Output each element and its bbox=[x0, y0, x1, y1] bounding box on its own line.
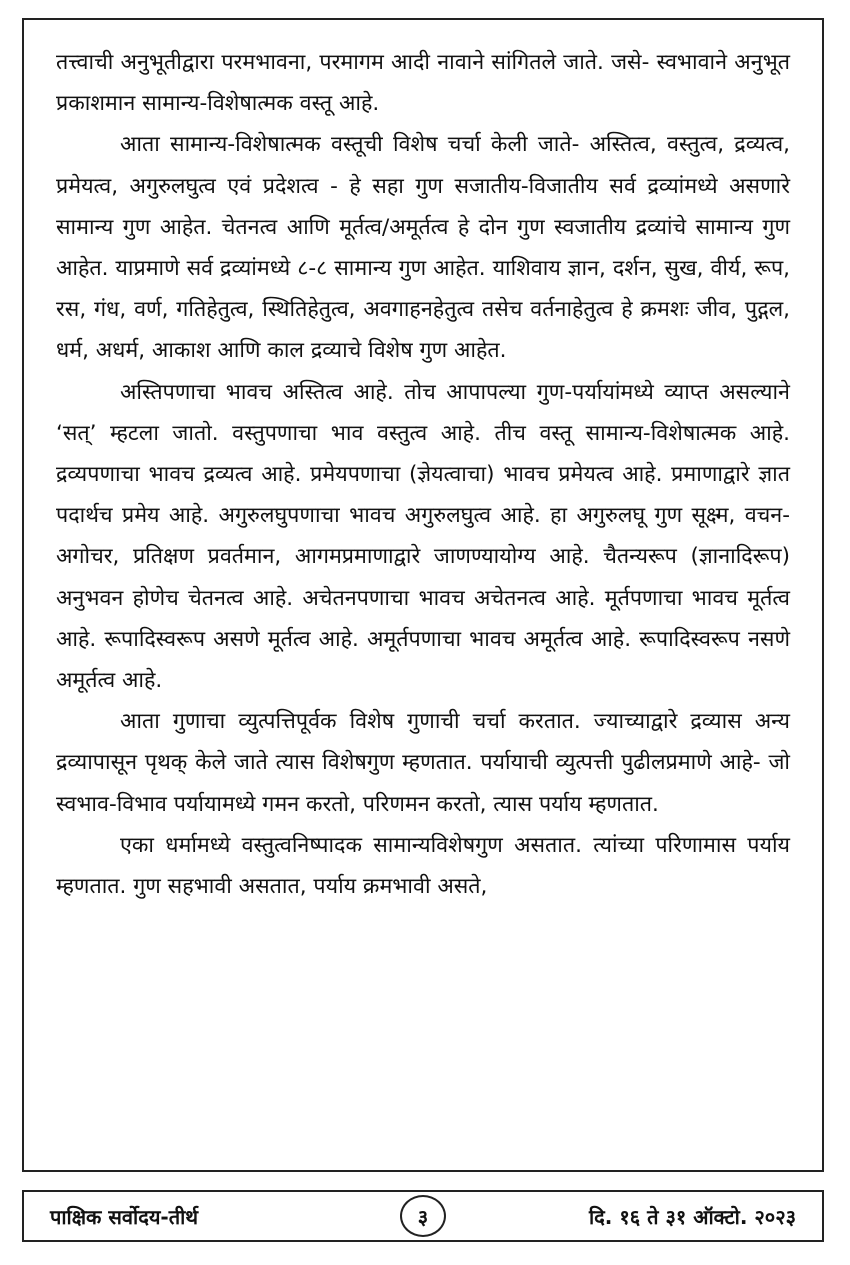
page-footer bbox=[22, 1190, 824, 1242]
paragraph-5: एका धर्मामध्ये वस्तुत्वनिष्पादक सामान्यविशेषगुण असतात. त्यांच्या परिणामास पर्याय म्हणतात. गुण सहभावी असतात, पर्याय क्रमभावी असते, bbox=[56, 832, 790, 900]
issue-date: दि. १६ ते ३१ ऑक्टो. २०२३ bbox=[588, 1204, 796, 1229]
main-text-frame bbox=[22, 18, 824, 1172]
paragraph-2: आता सामान्य-विशेषात्मक वस्तूची विशेष चर्चा केली जाते- अस्तित्व, वस्तुत्व, द्रव्यत्व, प्रमेयत्व, अगुरुलघुत्व एवं प्रदेशत्व - हे सहा गुण सजातीय-विजातीय सर्व द्रव्यांमध्ये असणारे सामान्य गुण आहेत. चेतनत्व आणि मूर्तत्व/अमूर्तत्व हे दोन गुण स्वजातीय द्रव्यांचे सामान्य गुण आहेत. याप्रमाणे सर्व द्रव्यांमध्ये ८-८ सामान्य गुण आहेत. याशिवाय ज्ञान, दर्शन, सुख, वीर्य, रूप, रस, गंध, वर्ण, गतिहेतुत्व, स्थितिहेतुत्व, अवगाहनहेतुत्व तसेच वर्तनाहेतुत्व हे क्रमशः जीव, पुद्गल, धर्म, अधर्म, आकाश आणि काल द्रव्याचे विशेष गुण आहेत. bbox=[56, 132, 790, 364]
paragraph-1: तत्त्वाची अनुभूतीद्वारा परमभावना, परमागम आदी नावाने सांगितले जाते. जसे- स्वभावाने अनुभूत प्रकाशमान सामान्य-विशेषात्मक वस्तू आहे. bbox=[56, 50, 790, 117]
page-number-badge: ३ bbox=[400, 1195, 446, 1237]
paragraph-4: आता गुणाचा व्युत्पत्तिपूर्वक विशेष गुणाची चर्चा करतात. ज्याच्याद्वारे द्रव्यास अन्य द्रव्यापासून पृथक् केले जाते त्यास विशेषगुण म्हणतात. पर्यायाची व्युत्पत्ती पुढीलप्रमाणे आहे- जो स्वभाव-विभाव पर्यायामध्ये गमन करतो, परिणमन करतो, त्यास पर्याय म्हणतात. bbox=[56, 709, 790, 817]
publication-name: पाक्षिक सर्वोदय-तीर्थ bbox=[50, 1204, 199, 1229]
paragraph-3: अस्तिपणाचा भावच अस्तित्व आहे. तोच आपापल्या गुण-पर्यायांमध्ये व्याप्त असल्याने ‘सत्’ म्हटला जातो. वस्तुपणाचा भाव वस्तुत्व आहे. तीच वस्तू सामान्य-विशेषात्मक आहे. द्रव्यपणाचा भावच द्रव्यत्व आहे. प्रमेयपणाचा (ज्ञेयत्वाचा) भावच प्रमेयत्व आहे. प्रमाणाद्वारे ज्ञात पदार्थच प्रमेय आहे. अगुरुलघुपणाचा भावच अगुरुलघुत्व आहे. हा अगुरुलघू गुण सूक्ष्म, वचन-अगोचर, प्रतिक्षण प्रवर्तमान, आगमप्रमाणाद्वारे जाणण्यायोग्य आहे. चैतन्यरूप (ज्ञानादिरूप) अनुभवन होणेच चेतनत्व आहे. अचेतनपणाचा भावच अचेतनत्व आहे. मूर्तपणाचा भावच मूर्तत्व आहे. रूपादिस्वरूप असणे मूर्तत्व आहे. अमूर्तपणाचा भावच अमूर्तत्व आहे. रूपादिस्वरूप नसणे अमूर्तत्व आहे. bbox=[56, 379, 790, 694]
